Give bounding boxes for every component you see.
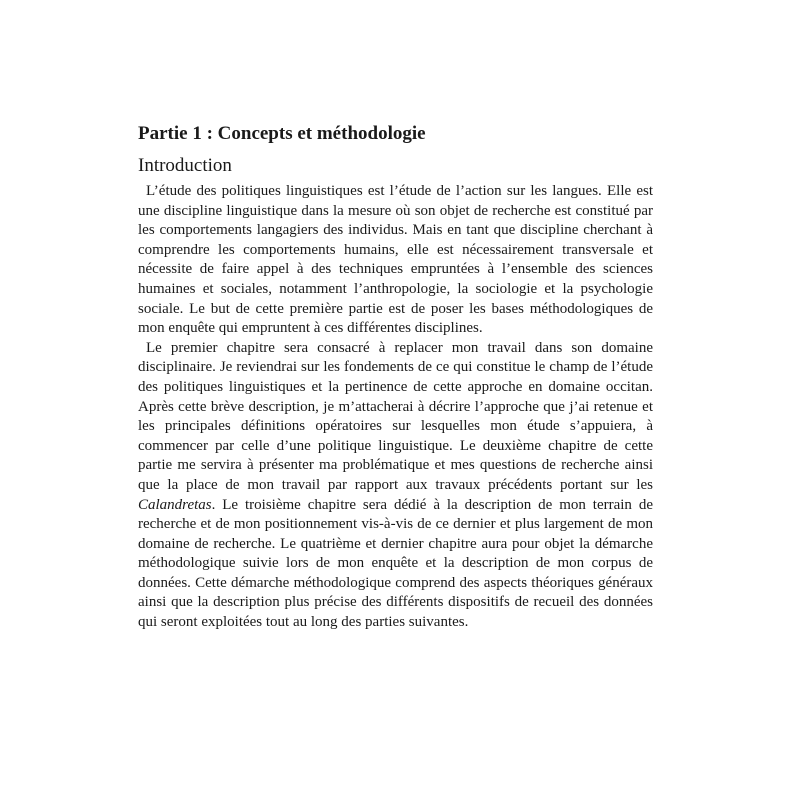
paragraph-2 — [138, 339, 653, 633]
part-title: Partie 1 : Concepts et méthodologie — [138, 123, 426, 144]
paragraph-2-text-end: . Le troisième chapitre sera dédié à la description de mon terrain de recherche et de mon positionnement vis-à-vis de ce dernier et plus largement de mon domaine de recherche. Le quatrième et dernier chapitre aura pour objet la démarche méthodologique suivie lors de mon enquête et la description de mon corpus de données. Cette démarche méthodologique comprend des aspects théoriques généraux ainsi que la description plus précise des différents dispositifs de recueil des données qui seront exploitées tout au long des parties suivantes. — [138, 496, 653, 631]
calandretas-term: Calandretas — [138, 496, 212, 513]
paragraph-1: L’étude des politiques linguistiques est l’étude de l’action sur les langues. Elle est une discipline linguistique dans la mesure où son objet de recherche est constitué par les comportements langagiers des individus. Mais en tant que discipline cherchant à comprendre les comportements humains, elle est nécessairement transversale et nécessite de faire appel à des techniques empruntées à l’ensemble des sciences humaines et sociales, notamment l’anthropologie, la sociologie et la psychologie sociale. Le but de cette première partie est de poser les bases méthodologiques de mon enquête qui empruntent à ces différentes disciplines. — [138, 183, 653, 337]
paragraph-2-text-start: Le premier chapitre sera consacré à replacer mon travail dans son domaine disciplinaire. Je reviendrai sur les fondements de ce qui constitue le champ de l’étude des politiques linguistiques et la pertinence de cette approche en domaine occitan. Après cette brève description, je m’attacherai à décrire l’approche que j’ai retenue et les principales définitions opératoires sur lesquelles mon étude s’appuiera, à commencer par celle d’une politique linguistique. Le deuxième chapitre de cette partie me servira à présenter ma problématique et mes questions de recherche ainsi que la place de mon travail par rapport aux travaux précédents portant sur les — [138, 339, 653, 493]
document-page — [138, 122, 653, 633]
section-title: Introduction — [138, 155, 232, 176]
